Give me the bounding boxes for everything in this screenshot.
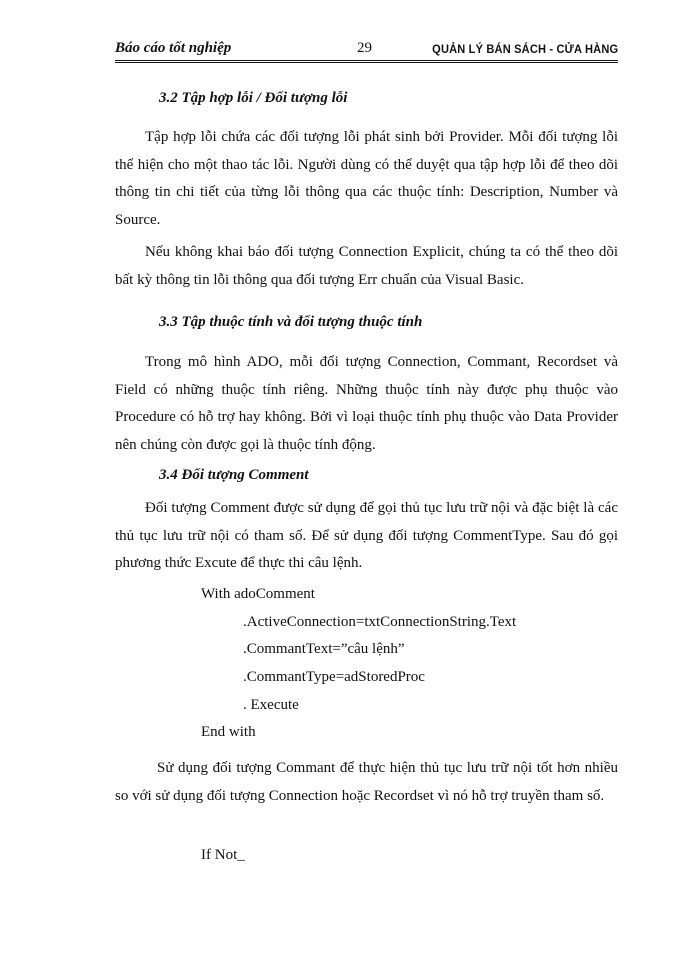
paragraph-properties: Trong mô hình ADO, mỗi đối tượng Connection, Commant, Recordset và Field có những thuộc tính riêng. Những thuộc tính này được phụ thuộc vào Procedure có hỗ trợ hay không. Bởi vì loại thuộc tính phụ thuộc vào Data Provider nên chúng còn được gọi là thuộc tính động. [115, 354, 618, 453]
code-trailing-line: If Not_ [201, 847, 245, 863]
code-line: .ActiveConnection=txtConnectionString.Text [243, 614, 517, 630]
code-end-line: End with [201, 724, 256, 740]
code-line: .CommantType=adStoredProc [243, 669, 425, 685]
code-with-line: With adoComment [201, 586, 315, 602]
code-line: . Execute [243, 697, 299, 713]
paragraph-err-object: Nếu không khai báo đối tượng Connection Explicit, chúng ta có thể theo dõi bất kỳ thông tin lỗi thông qua đối tượng Err chuẩn của Visual Basic. [115, 244, 618, 288]
section-heading-3-3: 3.3 Tập thuộc tính và đối tượng thuộc tính [159, 314, 423, 330]
paragraph-error-collection: Tập hợp lỗi chứa các đối tượng lỗi phát sinh bởi Provider. Mỗi đối tượng lỗi thể hiện cho một thao tác lỗi. Người dùng có thể duyệt qua tập hợp lỗi để theo dõi thông tin chi tiết của từng lỗi thông qua các thuộc tính: Description, Number và Source. [115, 129, 618, 228]
paragraph-comment-object: Đối tượng Comment được sử dụng để gọi thủ tục lưu trữ nội và đặc biệt là các thủ tục lưu trữ nội có tham số. Để sử dụng đối tượng CommentType. Sau đó gọi phương thức Excute để thực thi câu lệnh. [115, 500, 618, 571]
header-project-title: QUẢN LÝ BÁN SÁCH - CỬA HÀNG [431, 42, 618, 56]
header-page-number: 29 [357, 40, 372, 56]
header-report-title: Báo cáo tốt nghiệp [115, 40, 232, 56]
paragraph-closing: Sử dụng đối tượng Commant để thực hiện thủ tục lưu trữ nội tốt hơn nhiều so với sử dụng đối tượng Connection hoặc Recordset vì nó hỗ trợ truyền tham số. [115, 760, 618, 804]
section-heading-3-4: 3.4 Đối tượng Comment [159, 467, 309, 483]
code-line: .CommantText=”câu lệnh” [243, 641, 405, 657]
page-header [115, 40, 618, 63]
section-heading-3-2: 3.2 Tập hợp lỗi / Đối tượng lỗi [159, 90, 348, 106]
